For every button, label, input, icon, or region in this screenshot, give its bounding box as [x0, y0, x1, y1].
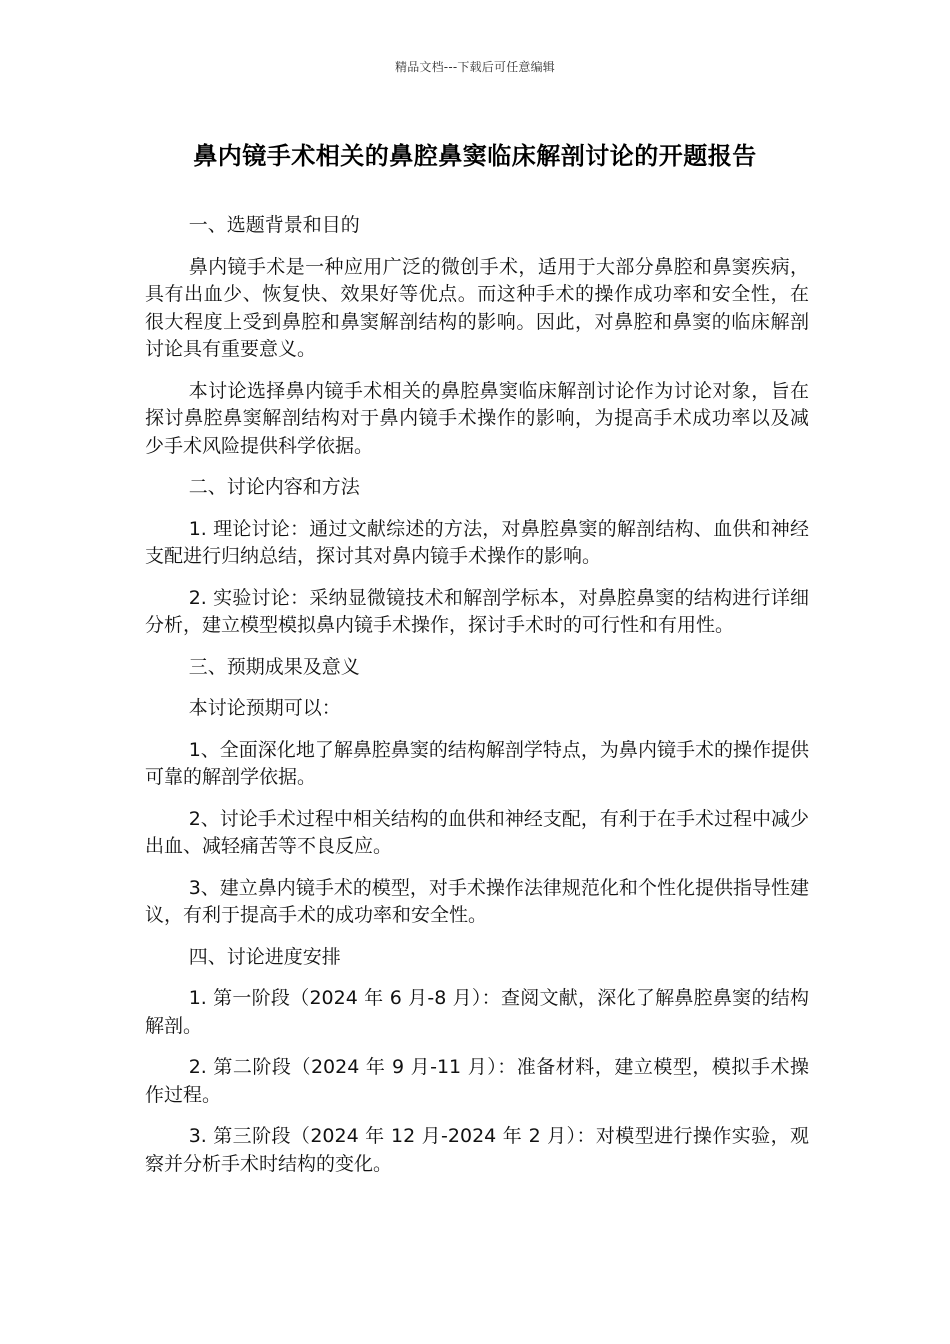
list-item-stage-1: 1. 第一阶段（2024 年 6 月-8 月）：查阅文献，深化了解鼻腔鼻窦的结构解剖。 — [145, 987, 809, 1037]
document-title: 鼻内镜手术相关的鼻腔鼻窦临床解剖讨论的开题报告 — [193, 142, 757, 170]
page-header: 精品文档---下载后可任意编辑 — [395, 60, 555, 74]
list-item-outcome-2: 2、讨论手术过程中相关结构的血供和神经支配，有利于在手术过程中减少出血、减轻痛苦等不良反应。 — [145, 807, 809, 857]
list-item-experiment: 2. 实验讨论：采纳显微镜技术和解剖学标本，对鼻腔鼻窦的结构进行详细分析，建立模型模拟鼻内镜手术操作，探讨手术时的可行性和有用性。 — [145, 586, 809, 636]
paragraph-outcomes-intro: 本讨论预期可以： — [188, 697, 341, 719]
paragraph-background: 鼻内镜手术是一种应用广泛的微创手术，适用于大部分鼻腔和鼻窦疾病，具有出血少、恢复快、效果好等优点。而这种手术的操作成功率和安全性，在很大程度上受到鼻腔和鼻窦解剖结构的影响。因此，对鼻腔和鼻窦的临床解剖讨论具有重要意义。 — [145, 255, 809, 360]
paragraph-purpose: 本讨论选择鼻内镜手术相关的鼻腔鼻窦临床解剖讨论作为讨论对象，旨在探讨鼻腔鼻窦解剖结构对于鼻内镜手术操作的影响，为提高手术成功率以及减少手术风险提供科学依据。 — [145, 379, 809, 457]
list-item-outcome-3: 3、建立鼻内镜手术的模型，对手术操作法律规范化和个性化提供指导性建议，有利于提高手术的成功率和安全性。 — [145, 876, 809, 926]
list-item-stage-3: 3. 第三阶段（2024 年 12 月-2024 年 2 月）：对模型进行操作实验，观察并分析手术时结构的变化。 — [145, 1125, 809, 1175]
list-item-outcome-1: 1、全面深化地了解鼻腔鼻窦的结构解剖学特点，为鼻内镜手术的操作提供可靠的解剖学依据。 — [145, 738, 809, 788]
list-item-stage-2: 2. 第二阶段（2024 年 9 月-11 月）：准备材料，建立模型，模拟手术操作过程。 — [145, 1056, 809, 1106]
section-heading-schedule: 四、讨论进度安排 — [188, 945, 341, 968]
section-heading-background: 一、选题背景和目的 — [188, 214, 360, 236]
list-item-theory: 1. 理论讨论：通过文献综述的方法，对鼻腔鼻窦的解剖结构、血供和神经支配进行归纳总结，探讨其对鼻内镜手术操作的影响。 — [145, 517, 809, 567]
document-body — [145, 212, 809, 1192]
section-heading-outcomes: 三、预期成果及意义 — [188, 655, 360, 678]
section-heading-methods: 二、讨论内容和方法 — [188, 476, 360, 498]
